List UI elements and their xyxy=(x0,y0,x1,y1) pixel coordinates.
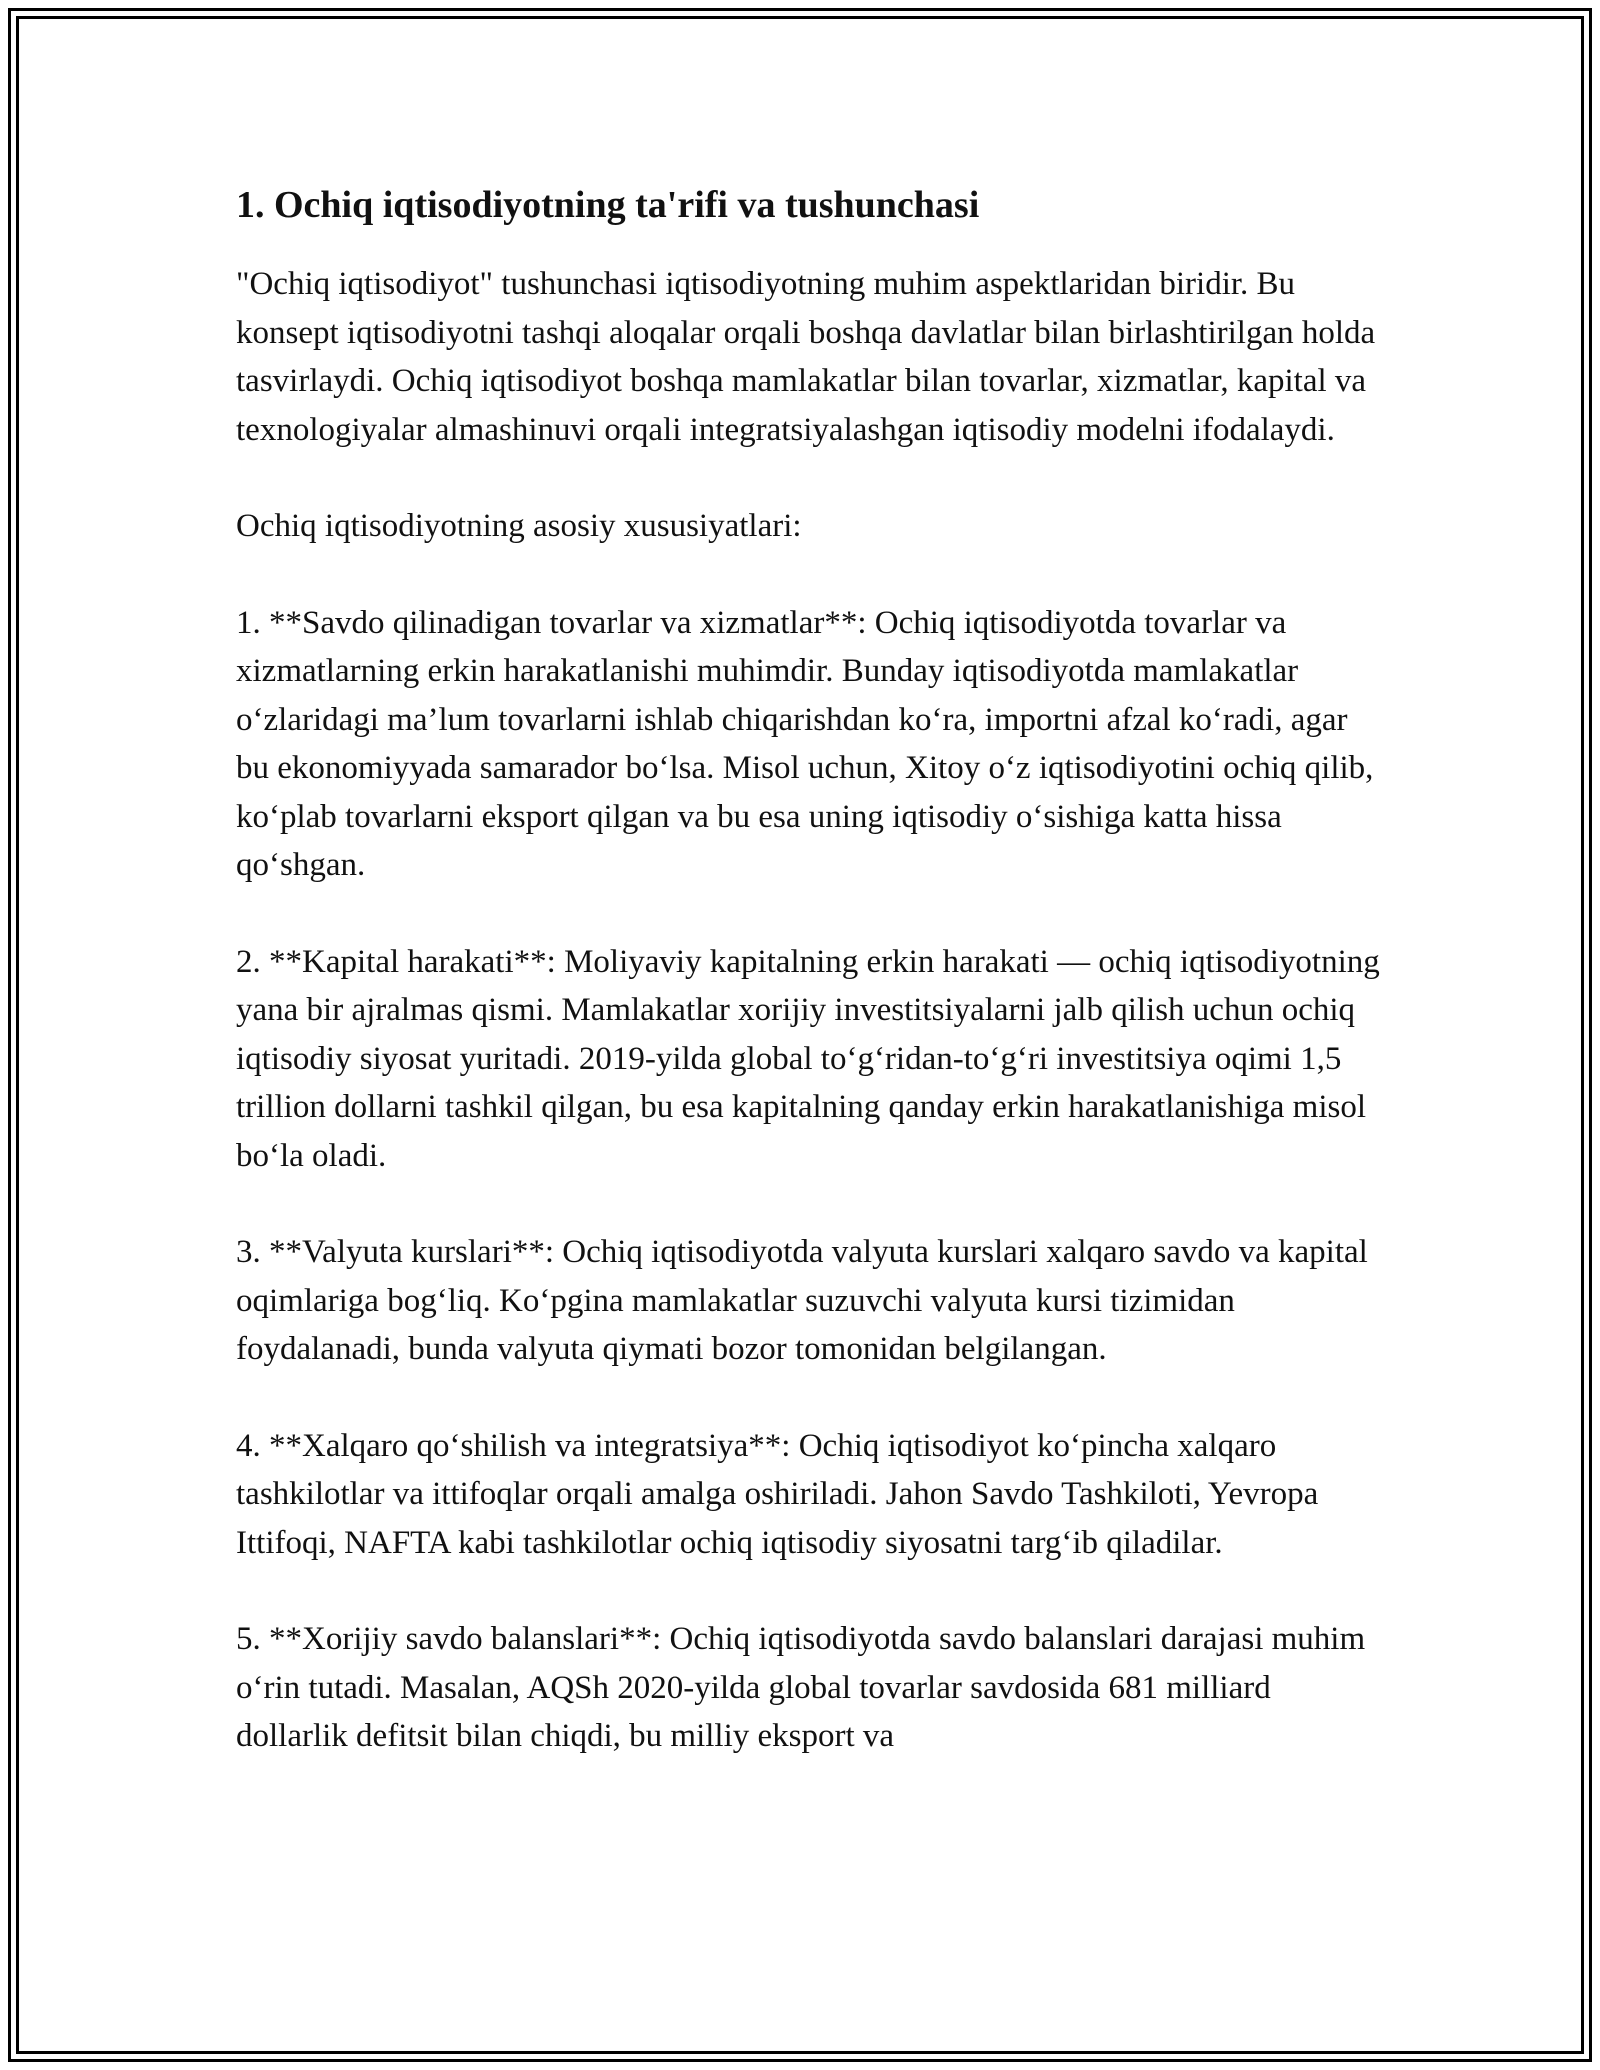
intro-paragraph: "Ochiq iqtisodiyot" tushunchasi iqtisodiyotning muhim aspektlaridan biridir. Bu konsept iqtisodiyotni tashqi aloqalar orqali boshqa davlatlar bilan birlashtirilgan holda tasvirlaydi. Ochiq iqtisodiyot boshqa mamlakatlar bilan tovarlar, xizmatlar, kapital va texnologiyalar almashinuvi orqali integratsiyalashgan iqtisodiy modelni ifodalaydi. xyxy=(236,266,1376,448)
feature-item-3: 3. **Valyuta kurslari**: Ochiq iqtisodiyotda valyuta kurslari xalqaro savdo va kapital oqimlariga bog‘liq. Ko‘pgina mamlakatlar suzuvchi valyuta kursi tizimidan foydalanadi, bunda valyuta qiymati bozor tomonidan belgilangan. xyxy=(236,1234,1368,1367)
feature-item-2: 2. **Kapital harakati**: Moliyaviy kapitalning erkin harakati — ochiq iqtisodiyotning yana bir ajralmas qismi. Mamlakatlar xorijiy investitsiyalarni jalb qilish uchun ochiq iqtisodiy siyosat yuritadi. 2019-yilda global to‘g‘ridan-to‘g‘ri investitsiya oqimi 1,5 trillion dollarni tashkil qilgan, bu esa kapitalning qanday erkin harakatlanishiga misol bo‘la oladi. xyxy=(236,943,1380,1174)
feature-item-1: 1. **Savdo qilinadigan tovarlar va xizmatlar**: Ochiq iqtisodiyotda tovarlar va xizmatlarning erkin harakatlanishi muhimdir. Bunday iqtisodiyotda mamlakatlar o‘zlaridagi ma’lum tovarlarni ishlab chiqarishdan ko‘ra, importni afzal ko‘radi, agar bu ekonomiyyada samarador bo‘lsa. Misol uchun, Xitoy o‘z iqtisodiyotini ochiq qilib, ko‘plab tovarlarni eksport qilgan va bu esa uning iqtisodiy o‘sishiga katta hissa qo‘shgan. xyxy=(236,604,1374,883)
feature-item-5: 5. **Xorijiy savdo balanslari**: Ochiq iqtisodiyotda savdo balanslari darajasi muhim o‘rin tutadi. Masalan, AQSh 2020-yilda global tovarlar savdosida 681 milliard dollarlik defitsit bilan chiqdi, bu milliy eksport va xyxy=(236,1621,1366,1754)
features-heading: Ochiq iqtisodiyotning asosiy xususiyatlari: xyxy=(236,508,802,544)
document-body xyxy=(236,180,1386,1809)
section-title: 1. Ochiq iqtisodiyotning ta'rifi va tushunchasi xyxy=(236,184,980,226)
feature-item-4: 4. **Xalqaro qo‘shilish va integratsiya**: Ochiq iqtisodiyot ko‘pincha xalqaro tashkilotlar va ittifoqlar orqali amalga oshiriladi. Jahon Savdo Tashkiloti, Yevropa Ittifoqi, NAFTA kabi tashkilotlar ochiq iqtisodiy siyosatni targ‘ib qiladilar. xyxy=(236,1427,1319,1561)
